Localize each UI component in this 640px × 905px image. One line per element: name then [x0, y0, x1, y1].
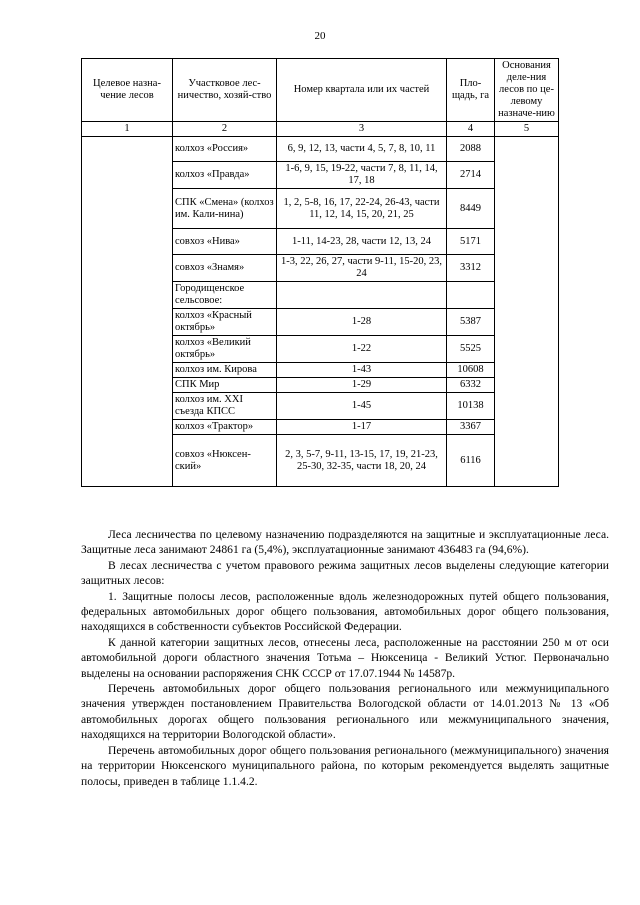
- column-number: 2: [173, 122, 277, 137]
- paragraph: Перечень автомобильных дорог общего пользования регионального (межмуниципального) значения на территории Нюксенского муниципального района, по которым рекомендуется выделять защитные полосы, приведен в таблице 1.1.4.2.: [81, 743, 609, 788]
- area-value: 2714: [447, 162, 495, 189]
- quarter-numbers: 1-29: [277, 378, 447, 393]
- quarter-numbers: 1-17: [277, 420, 447, 435]
- header-purpose: Целевое назна-чение лесов: [82, 59, 173, 122]
- forestry-name: колхоз «Россия»: [173, 137, 277, 162]
- area-value: 10138: [447, 393, 495, 420]
- paragraph: Леса лесничества по целевому назначению подразделяются на защитные и эксплуатационные леса. Защитные леса занимают 24861 га (5,4%), эксплуатационные занимают 436483 га (94,6%).: [81, 528, 609, 557]
- header-area: Пло-щадь, га: [447, 59, 495, 122]
- column-number: 3: [277, 122, 447, 137]
- paragraph: 1. Защитные полосы лесов, расположенные вдоль железнодорожных путей общего пользования, федеральных автомобильных дорог общего пользования, автомобильных дорог общего пользования, находящихся в собственности субъектов Российской Федерации.: [81, 589, 609, 634]
- area-value: 3367: [447, 420, 495, 435]
- area-value: 8449: [447, 189, 495, 229]
- page-number: 20: [314, 30, 326, 42]
- quarter-numbers: 1-43: [277, 363, 447, 378]
- area-value: 5387: [447, 309, 495, 336]
- quarter-numbers: 1-11, 14-23, 28, части 12, 13, 24: [277, 229, 447, 255]
- forestry-name: колхоз «Трактор»: [173, 420, 277, 435]
- table-row: [82, 137, 559, 162]
- header-forestry: Участковое лес-ничество, хозяй-ство: [173, 59, 277, 122]
- quarter-numbers: 1-3, 22, 26, 27, части 9-11, 15-20, 23, 24: [277, 255, 447, 282]
- header-quarter: Номер квартала или их частей: [277, 59, 447, 122]
- forestry-name: СПК Мир: [173, 378, 277, 393]
- forestry-name: СПК «Смена» (колхоз им. Кали-нина): [173, 189, 277, 229]
- forestry-name: Городищенское сельсовое:: [173, 282, 277, 309]
- forestry-name: колхоз «Правда»: [173, 162, 277, 189]
- quarter-numbers: 1-6, 9, 15, 19-22, части 7, 8, 11, 14, 17, 18: [277, 162, 447, 189]
- forestry-name: колхоз «Красный октябрь»: [173, 309, 277, 336]
- paragraph: В лесах лесничества с учетом правового режима защитных лесов выделены следующие категории защитных лесов:: [81, 558, 609, 588]
- paragraph: К данной категории защитных лесов, отнесены леса, расположенные на расстоянии 250 м от оси автомобильной дороги областного значения Тотьма – Нюксеница - Великий Устюг. Первоначально выделены на основании распоряжения СНК СССР от 17.07.1944 № 14587р.: [81, 635, 609, 680]
- forest-division-table: [81, 58, 559, 487]
- area-value: 5525: [447, 336, 495, 363]
- area-value: 6116: [447, 435, 495, 487]
- area-value: 5171: [447, 229, 495, 255]
- forestry-name: совхоз «Нюксен-ский»: [173, 435, 277, 487]
- body-text: [81, 527, 609, 789]
- quarter-numbers: 2, 3, 5-7, 9-11, 13-15, 17, 19, 21-23, 25-30, 32-35, части 18, 20, 24: [277, 435, 447, 487]
- forestry-name: колхоз им. Кирова: [173, 363, 277, 378]
- quarter-numbers: 1-22: [277, 336, 447, 363]
- column-number: 4: [447, 122, 495, 137]
- column-number: 5: [495, 122, 559, 137]
- forestry-name: колхоз им. XXI съезда КПСС: [173, 393, 277, 420]
- quarter-numbers: 6, 9, 12, 13, части 4, 5, 7, 8, 10, 11: [277, 137, 447, 162]
- forestry-name: совхоз «Нива»: [173, 229, 277, 255]
- quarter-numbers: 1-45: [277, 393, 447, 420]
- area-value: [447, 282, 495, 309]
- column-number: 1: [82, 122, 173, 137]
- forestry-name: колхоз «Великий октябрь»: [173, 336, 277, 363]
- quarter-numbers: [277, 282, 447, 309]
- header-basis: Основания деле-ния лесов по це-левому назначе-нию: [495, 59, 559, 122]
- area-value: 6332: [447, 378, 495, 393]
- forestry-name: совхоз «Знамя»: [173, 255, 277, 282]
- basis-cell: [495, 137, 559, 487]
- paragraph: Перечень автомобильных дорог общего пользования регионального или межмуниципального значения утвержден постановлением Правительства Вологодской области от 14.01.2013 № 13 «Об автомобильных дорогах общего пользования регионального или межмуниципального значения, находящихся на территории Вологодской области».: [81, 682, 609, 742]
- area-value: 2088: [447, 137, 495, 162]
- quarter-numbers: 1, 2, 5-8, 16, 17, 22-24, 26-43, части 11, 12, 14, 15, 20, 21, 25: [277, 189, 447, 229]
- quarter-numbers: 1-28: [277, 309, 447, 336]
- area-value: 10608: [447, 363, 495, 378]
- area-value: 3312: [447, 255, 495, 282]
- column-number-row: [82, 122, 559, 137]
- table-header-row: [82, 59, 559, 122]
- purpose-cell: [82, 137, 173, 487]
